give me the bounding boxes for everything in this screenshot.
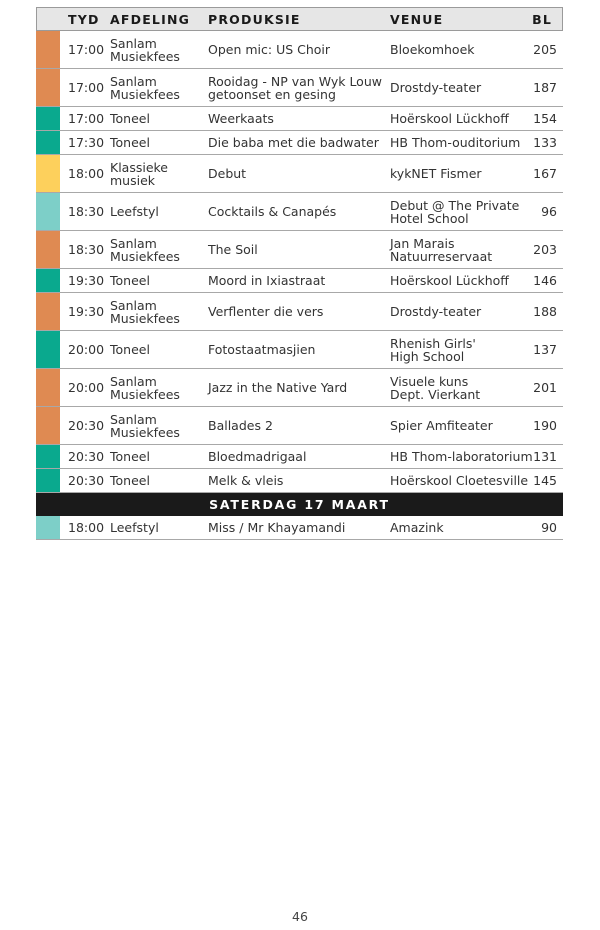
row-production: Melk & vleis xyxy=(208,473,284,488)
row-department: Sanlam Musiekfees xyxy=(110,373,180,402)
row-page: 188 xyxy=(533,304,557,319)
row-production: Cocktails & Canapés xyxy=(208,204,337,219)
category-color-swatch xyxy=(36,193,60,230)
row-time: 17:00 xyxy=(68,111,105,126)
row-page: 131 xyxy=(533,449,557,464)
table-row xyxy=(36,31,563,69)
row-time: 18:00 xyxy=(68,166,105,181)
table-row xyxy=(36,369,563,407)
row-time: 18:30 xyxy=(68,242,105,257)
row-department: Toneel xyxy=(110,473,150,488)
table-row xyxy=(36,231,563,269)
category-color-swatch xyxy=(36,31,60,68)
category-color-swatch xyxy=(36,269,60,292)
row-time: 18:30 xyxy=(68,204,105,219)
header-production: PRODUKSIE xyxy=(208,12,301,27)
row-venue: Hoërskool Lückhoff xyxy=(390,273,509,288)
category-color-swatch xyxy=(36,516,60,539)
table-row xyxy=(36,69,563,107)
row-production: Open mic: US Choir xyxy=(208,42,331,57)
row-production: Ballades 2 xyxy=(208,418,273,433)
day-section-header: SATERDAG 17 MAART xyxy=(36,493,563,516)
row-department: Toneel xyxy=(110,273,150,288)
row-venue: Rhenish Girls' High School xyxy=(390,335,476,364)
row-time: 19:30 xyxy=(68,273,105,288)
row-time: 18:00 xyxy=(68,520,105,535)
row-time: 20:30 xyxy=(68,418,105,433)
row-production: Moord in Ixiastraat xyxy=(208,273,326,288)
table-row xyxy=(36,269,563,293)
row-department: Sanlam Musiekfees xyxy=(110,297,180,326)
table-row xyxy=(36,331,563,369)
row-venue: Hoërskool Cloetesville xyxy=(390,473,529,488)
category-color-swatch xyxy=(36,155,60,192)
row-time: 17:00 xyxy=(68,80,105,95)
row-production: Miss / Mr Khayamandi xyxy=(208,520,346,535)
category-color-swatch xyxy=(36,231,60,268)
category-color-swatch xyxy=(36,369,60,406)
table-row xyxy=(36,516,563,540)
row-page: 154 xyxy=(533,111,557,126)
row-venue: HB Thom-laboratorium xyxy=(390,449,533,464)
row-venue: Bloekomhoek xyxy=(390,42,475,57)
row-page: 137 xyxy=(533,342,557,357)
row-page: 133 xyxy=(533,135,557,150)
row-time: 20:30 xyxy=(68,473,105,488)
header-department: AFDELING xyxy=(110,12,191,27)
programme-table xyxy=(36,7,563,540)
row-page: 96 xyxy=(541,204,557,219)
row-department: Sanlam Musiekfees xyxy=(110,235,180,264)
row-department: Klassieke musiek xyxy=(110,159,169,188)
row-production: Debut xyxy=(208,166,247,181)
row-venue: HB Thom-ouditorium xyxy=(390,135,521,150)
category-color-swatch xyxy=(36,107,60,130)
table-row xyxy=(36,293,563,331)
category-color-swatch xyxy=(36,131,60,154)
table-header xyxy=(36,7,563,31)
table-row xyxy=(36,445,563,469)
row-production: The Soil xyxy=(208,242,258,257)
table-row xyxy=(36,155,563,193)
row-page: 90 xyxy=(541,520,557,535)
page-number: 46 xyxy=(292,909,308,924)
row-venue: Hoërskool Lückhoff xyxy=(390,111,509,126)
table-row xyxy=(36,407,563,445)
row-page: 146 xyxy=(533,273,557,288)
table-row xyxy=(36,193,563,231)
row-department: Toneel xyxy=(110,449,150,464)
row-venue: Drostdy-teater xyxy=(390,304,482,319)
table-row xyxy=(36,107,563,131)
row-production: Verflenter die vers xyxy=(208,304,324,319)
row-production: Fotostaatmasjien xyxy=(208,342,316,357)
row-time: 20:00 xyxy=(68,380,105,395)
row-page: 187 xyxy=(533,80,557,95)
category-color-swatch xyxy=(36,331,60,368)
row-department: Leefstyl xyxy=(110,520,159,535)
row-page: 201 xyxy=(533,380,557,395)
row-venue: Amazink xyxy=(390,520,444,535)
row-venue: Jan Marais Natuurreservaat xyxy=(390,235,493,264)
row-venue: Debut @ The Private Hotel School xyxy=(390,197,520,226)
row-production: Jazz in the Native Yard xyxy=(208,380,348,395)
row-production: Die baba met die badwater xyxy=(208,135,379,150)
table-body xyxy=(36,31,563,493)
row-page: 190 xyxy=(533,418,557,433)
header-time: TYD xyxy=(68,12,100,27)
row-page: 203 xyxy=(533,242,557,257)
row-department: Toneel xyxy=(110,342,150,357)
row-venue: Visuele kuns Dept. Vierkant xyxy=(390,373,481,402)
category-color-swatch xyxy=(36,407,60,444)
row-venue: kykNET Fismer xyxy=(390,166,482,181)
table-body-saturday xyxy=(36,516,563,540)
header-venue: VENUE xyxy=(390,12,444,27)
row-production: Weerkaats xyxy=(208,111,274,126)
row-time: 20:30 xyxy=(68,449,105,464)
category-color-swatch xyxy=(36,293,60,330)
row-department: Sanlam Musiekfees xyxy=(110,73,180,102)
row-time: 19:30 xyxy=(68,304,105,319)
row-department: Toneel xyxy=(110,135,150,150)
row-department: Sanlam Musiekfees xyxy=(110,35,180,64)
header-page: BL xyxy=(532,12,552,27)
row-venue: Spier Amfiteater xyxy=(390,418,493,433)
category-color-swatch xyxy=(36,69,60,106)
row-department: Leefstyl xyxy=(110,204,159,219)
row-page: 145 xyxy=(533,473,557,488)
row-page: 205 xyxy=(533,42,557,57)
row-production: Bloedmadrigaal xyxy=(208,449,307,464)
category-color-swatch xyxy=(36,469,60,492)
row-time: 20:00 xyxy=(68,342,105,357)
table-row xyxy=(36,131,563,155)
row-production: Rooidag - NP van Wyk Louw getoonset en gesing xyxy=(208,73,382,102)
row-page: 167 xyxy=(533,166,557,181)
table-row xyxy=(36,469,563,493)
row-department: Toneel xyxy=(110,111,150,126)
category-color-swatch xyxy=(36,445,60,468)
row-department: Sanlam Musiekfees xyxy=(110,411,180,440)
row-venue: Drostdy-teater xyxy=(390,80,482,95)
row-time: 17:00 xyxy=(68,42,105,57)
row-time: 17:30 xyxy=(68,135,105,150)
